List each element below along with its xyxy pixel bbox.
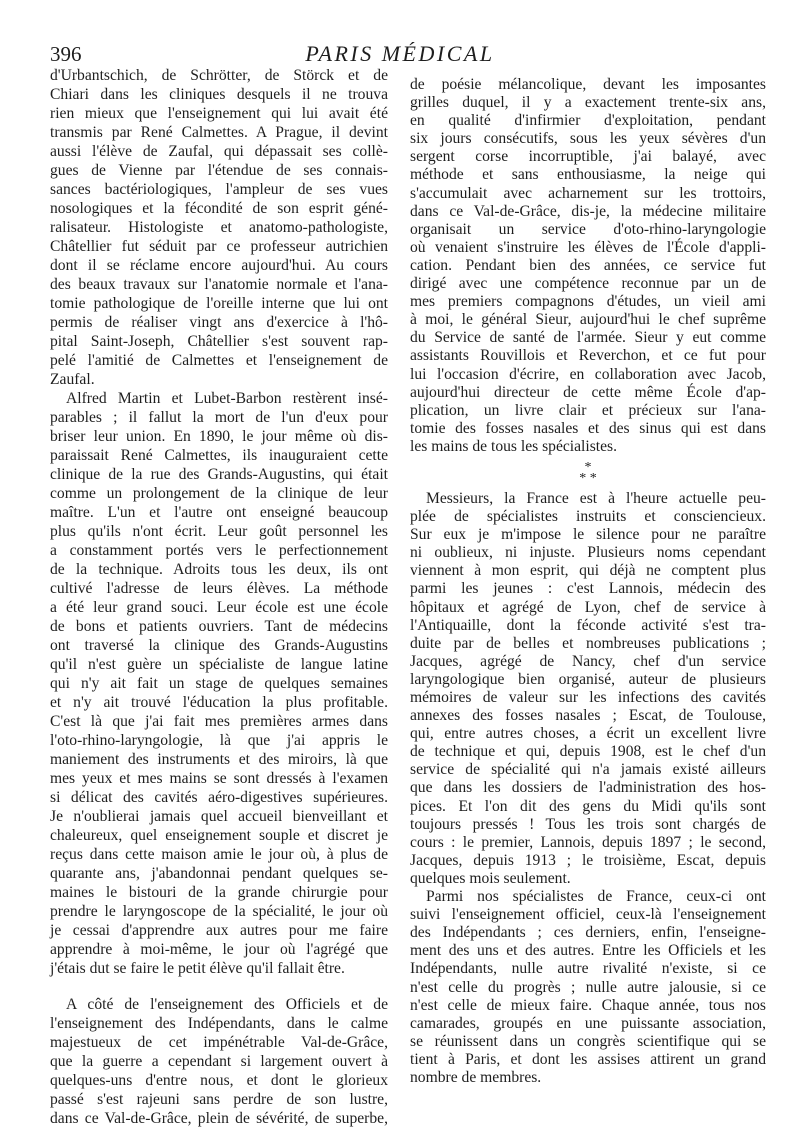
text-line: dirigé avec une compétence reconnue par un de bbox=[410, 275, 766, 293]
text-line: maniement des instruments et des miroirs, là que bbox=[50, 751, 388, 768]
text-line: des Indépendants ; ces derniers, enfin, l'enseigne- bbox=[410, 924, 766, 942]
text-line: du Service de santé de l'armée. Sieur y eut comme bbox=[410, 329, 766, 347]
text-line: et n'y ait trouvé l'éducation la plus profitable. bbox=[50, 694, 388, 711]
text-line: assistants Rouvillois et Reverchon, et ce fut pour bbox=[410, 347, 766, 365]
text-line: que dans les dossiers de l'administration des hos- bbox=[410, 779, 766, 797]
text-line: les mains de tous les spécialistes. bbox=[410, 437, 618, 455]
text-line: méthode et sans enthousiasme, la neige qui bbox=[410, 166, 766, 184]
text-line: laryngologique bien organisé, auteur de plusieurs bbox=[410, 670, 766, 688]
text-line: s'accumulait avec acharnement sur les trottoirs, bbox=[410, 184, 766, 202]
text-line: dans ce Val-de-Grâce, plein de sévérité, de superbe, bbox=[50, 1110, 388, 1127]
text-line: A côté de l'enseignement des Officiels et de bbox=[66, 996, 388, 1013]
text-line: Jacques, depuis 1913 ; le troisième, Escat, depuis bbox=[410, 851, 766, 869]
text-line: n'est celle du progrès ; nulle autre jalousie, si ce bbox=[410, 978, 766, 996]
text-line: apprendre à moi-même, le jour où l'agrégé que bbox=[50, 941, 388, 958]
text-line: j'étais dut se faire le petit élève qu'il fallait être. bbox=[50, 960, 345, 977]
text-line: pital Saint-Joseph, Châtellier s'est souvent rap- bbox=[50, 333, 388, 350]
left-column bbox=[50, 66, 388, 1128]
text-line: parmi les jeunes : c'est Lannois, médecin des bbox=[410, 580, 766, 598]
text-line: de bons et patients ouvriers. Tant de médecins bbox=[50, 618, 388, 635]
text-line: gues de Vienne par l'étendue de ses connais- bbox=[50, 162, 388, 179]
text-line: C'est là que j'ai fait mes premières armes dans bbox=[50, 713, 388, 730]
paragraph bbox=[410, 490, 766, 888]
text-line: suivi l'enseignement officiel, ceux-là l'enseignement bbox=[410, 906, 766, 924]
paragraph bbox=[50, 995, 388, 1128]
text-line: permis de réaliser vingt ans d'exercice à l'hô- bbox=[50, 314, 388, 331]
text-line: mes yeux et mes mains se sont dressés à l'examen bbox=[50, 770, 388, 787]
text-line: prendre le laryngoscope de la spécialité, le jour où bbox=[50, 903, 388, 920]
text-line: qui, entre autres choses, a écrit un excellent livre bbox=[410, 725, 766, 743]
text-line: d'Urbantschich, de Schrötter, de Störck et de bbox=[50, 67, 388, 84]
text-line: viennent à mon esprit, qui déjà ne comptent plus bbox=[410, 562, 766, 580]
text-line: Parmi nos spécialistes de France, ceux-ci ont bbox=[426, 888, 766, 906]
text-line: tient à Paris, et dont les assises attirent un grand bbox=[410, 1050, 766, 1068]
text-line: Messieurs, la France est à l'heure actuelle peu- bbox=[426, 489, 766, 507]
text-line: chaleureux, quel enseignement souple et discret je bbox=[50, 827, 388, 844]
text-line: qu'il n'est guère un spécialiste de langue latine bbox=[50, 656, 388, 673]
text-line: de technique et qui, depuis 1908, est le chef d'un bbox=[410, 743, 766, 761]
text-line: plication, un livre clair et précieux sur l'ana- bbox=[410, 401, 766, 419]
text-line: de la technique. Adroits tous les deux, ils ont bbox=[50, 561, 388, 578]
text-line: pices. Et l'on dit des gens du Midi qu'ils sont bbox=[410, 797, 766, 815]
text-line: Chiari dans les cliniques desquels il ne trouva bbox=[50, 86, 388, 103]
text-line: sergent corse incorruptible, j'ai balayé, avec bbox=[410, 148, 766, 166]
text-line: à moi, le général Sieur, aujourd'hui le chef suprême bbox=[410, 311, 766, 329]
text-line: l'oto-rhino-laryngologie, là que j'ai appris le bbox=[50, 732, 388, 749]
text-line: des beaux travaux sur l'anatomie normale et l'ana- bbox=[50, 276, 388, 293]
text-line: quelques-uns d'entre nous, et dont le glorieux bbox=[50, 1072, 388, 1089]
paragraph bbox=[50, 389, 388, 978]
text-line: si délicat des cavités aéro-digestives supérieures. bbox=[50, 789, 388, 806]
text-line: transmis par René Calmettes. A Prague, il devint bbox=[50, 124, 388, 141]
section-asterism bbox=[410, 456, 766, 490]
text-line: ont traversé la clinique des Grands-Augustins bbox=[50, 637, 388, 654]
text-line: cation. Pendant bien des années, ce service fut bbox=[410, 256, 766, 274]
text-line: se réunissent dans un congrès scientifique qui se bbox=[410, 1032, 766, 1050]
text-line: quelques mois seulement. bbox=[410, 869, 571, 887]
text-line: Je n'oublierai jamais quel accueil bienveillant et bbox=[50, 808, 388, 825]
text-line: tomie des fosses nasales et des sinus qui est dans bbox=[410, 419, 766, 437]
text-line: Sur eux je m'impose le silence pour ne paraître bbox=[410, 526, 766, 544]
text-line: a constamment portés vers le perfectionnement bbox=[50, 542, 388, 559]
text-line: mes premiers compagnons d'études, un vieil ami bbox=[410, 293, 766, 311]
text-line: Châtellier fut séduit par ce professeur autrichien bbox=[50, 238, 388, 255]
text-line: passé s'est rajeuni sans perdre de son lustre, bbox=[50, 1091, 388, 1108]
text-line: où venaient s'instruire les élèves de l'École d'appli- bbox=[410, 238, 766, 256]
text-line: tomie pathologique de l'oreille interne que lui ont bbox=[50, 295, 388, 312]
text-line: aujourd'hui directeur de cette même École d'ap- bbox=[410, 383, 766, 401]
text-line: que la guerre a cependant si largement ouvert à bbox=[50, 1053, 388, 1070]
text-line: six jours consécutifs, sous les yeux sévères d'un bbox=[410, 130, 766, 148]
text-line: quarante ans, j'abandonnai pendant quelques se- bbox=[50, 865, 388, 882]
text-line: Indépendants, nulle autre rivalité n'existe, si ce bbox=[410, 960, 766, 978]
text-line: l'enseignement des Indépendants, dans le calme bbox=[50, 1015, 388, 1032]
text-line: mémoires de valeur sur les infections des cavités bbox=[410, 689, 766, 706]
text-line: dans ce Val-de-Grâce, dis-je, la médecine militaire bbox=[410, 202, 766, 220]
text-line: rien mieux que l'enseignement qui lui avait été bbox=[50, 105, 388, 122]
paragraph bbox=[50, 66, 388, 389]
text-line: plée de spécialistes instruits et consciencieux. bbox=[410, 508, 766, 526]
paragraph bbox=[410, 76, 766, 456]
text-line: Zaufal. bbox=[50, 371, 95, 388]
asterism-row: * bbox=[584, 459, 592, 475]
page-number: 396 bbox=[50, 42, 82, 66]
text-line: aussi l'élève de Zaufal, qui dépassait ses collè- bbox=[50, 143, 388, 160]
text-line: Jacques, agrégé de Nancy, chef d'un service bbox=[410, 652, 766, 670]
text-line: organisait un service d'oto-rhino-laryngologie bbox=[410, 220, 766, 238]
text-line: sances bactériologiques, l'ampleur de ses vues bbox=[50, 181, 388, 198]
text-line: plus qu'ils n'ont écrit. Leur goût personnel les bbox=[50, 523, 388, 540]
text-line: pelé l'amitié de Calmettes et l'enseignement de bbox=[50, 352, 388, 369]
text-line: hôpitaux et agrégé de Lyon, chef de service à bbox=[410, 598, 766, 616]
paragraph bbox=[410, 888, 766, 1087]
text-line: reçus dans cette maison amie le jour où, à plus de bbox=[50, 846, 388, 863]
text-line: qui n'y ait fait un stage de quelques semaines bbox=[50, 675, 388, 692]
text-line: duite par de belles et nombreuses publications ; bbox=[410, 634, 766, 652]
text-line: nosologiques et la fécondité de son esprit géné- bbox=[50, 200, 388, 217]
text-line: parables ; il fallut la mort de l'un d'eux pour bbox=[50, 409, 388, 426]
text-line: comme un prolongement de la clinique de leur bbox=[50, 485, 388, 502]
text-line: camarades, groupés en une puissante association, bbox=[410, 1014, 766, 1032]
text-line: toujours pressés ! Tous les trois sont chargés de bbox=[410, 815, 766, 833]
running-title: PARIS MÉDICAL bbox=[305, 41, 495, 66]
text-line: dont il se réclame encore aujourd'hui. Au cours bbox=[50, 257, 388, 274]
text-line: service de spécialité qui n'a jamais existé ailleurs bbox=[410, 761, 766, 779]
asterism-row: * * bbox=[579, 470, 597, 486]
text-line: de poésie mélancolique, devant les imposantes bbox=[410, 76, 766, 93]
paragraph-gap bbox=[50, 978, 388, 995]
text-line: clinique de la rue des Grands-Augustins, qui était bbox=[50, 466, 388, 483]
text-line: je cessai d'apprendre aux autres pour me faire bbox=[50, 922, 388, 939]
text-line: a été leur grand souci. Leur école est une école bbox=[50, 599, 388, 616]
text-line: grilles duquel, il y a exactement trente-six ans, bbox=[410, 94, 766, 112]
text-line: briser leur union. En 1890, le jour même où dis- bbox=[50, 428, 388, 445]
right-column bbox=[410, 76, 766, 1087]
text-line: ment des uns et des autres. Entre les Officiels et les bbox=[410, 942, 766, 960]
text-line: cultivé l'adresse de leurs élèves. La méthode bbox=[50, 580, 388, 597]
text-line: Alfred Martin et Lubet-Barbon restèrent insé- bbox=[66, 390, 388, 407]
text-line: nombre de membres. bbox=[410, 1068, 542, 1086]
text-line: paraissait René Calmettes, ils inauguraient cette bbox=[50, 447, 388, 464]
text-line: n'est celle de mieux faire. Chaque année, tous nos bbox=[410, 996, 766, 1014]
text-line: cours : le premier, Lannois, depuis 1897 ; le second, bbox=[410, 833, 766, 851]
text-line: l'Antiquaille, dont la féconde activité s'est tra- bbox=[410, 616, 766, 634]
text-line: majestueux de cet impénétrable Val-de-Grâce, bbox=[50, 1034, 388, 1051]
text-line: ralisateur. Histologiste et anatomo-pathologiste, bbox=[50, 219, 388, 236]
text-line: ni oublieux, ni injuste. Plusieurs noms cependant bbox=[410, 544, 766, 562]
text-line: maines le bistouri de la grande chirurgie pour bbox=[50, 884, 388, 901]
text-line: maître. L'un et l'autre ont enseigné beaucoup bbox=[50, 504, 388, 521]
text-line: en qualité d'infirmier d'exploitation, pendant bbox=[410, 112, 766, 130]
text-line: lui l'occasion d'écrire, en collaboration avec Jacob, bbox=[410, 365, 766, 383]
text-line: annexes des fosses nasales ; Escat, de Toulouse, bbox=[410, 707, 766, 725]
